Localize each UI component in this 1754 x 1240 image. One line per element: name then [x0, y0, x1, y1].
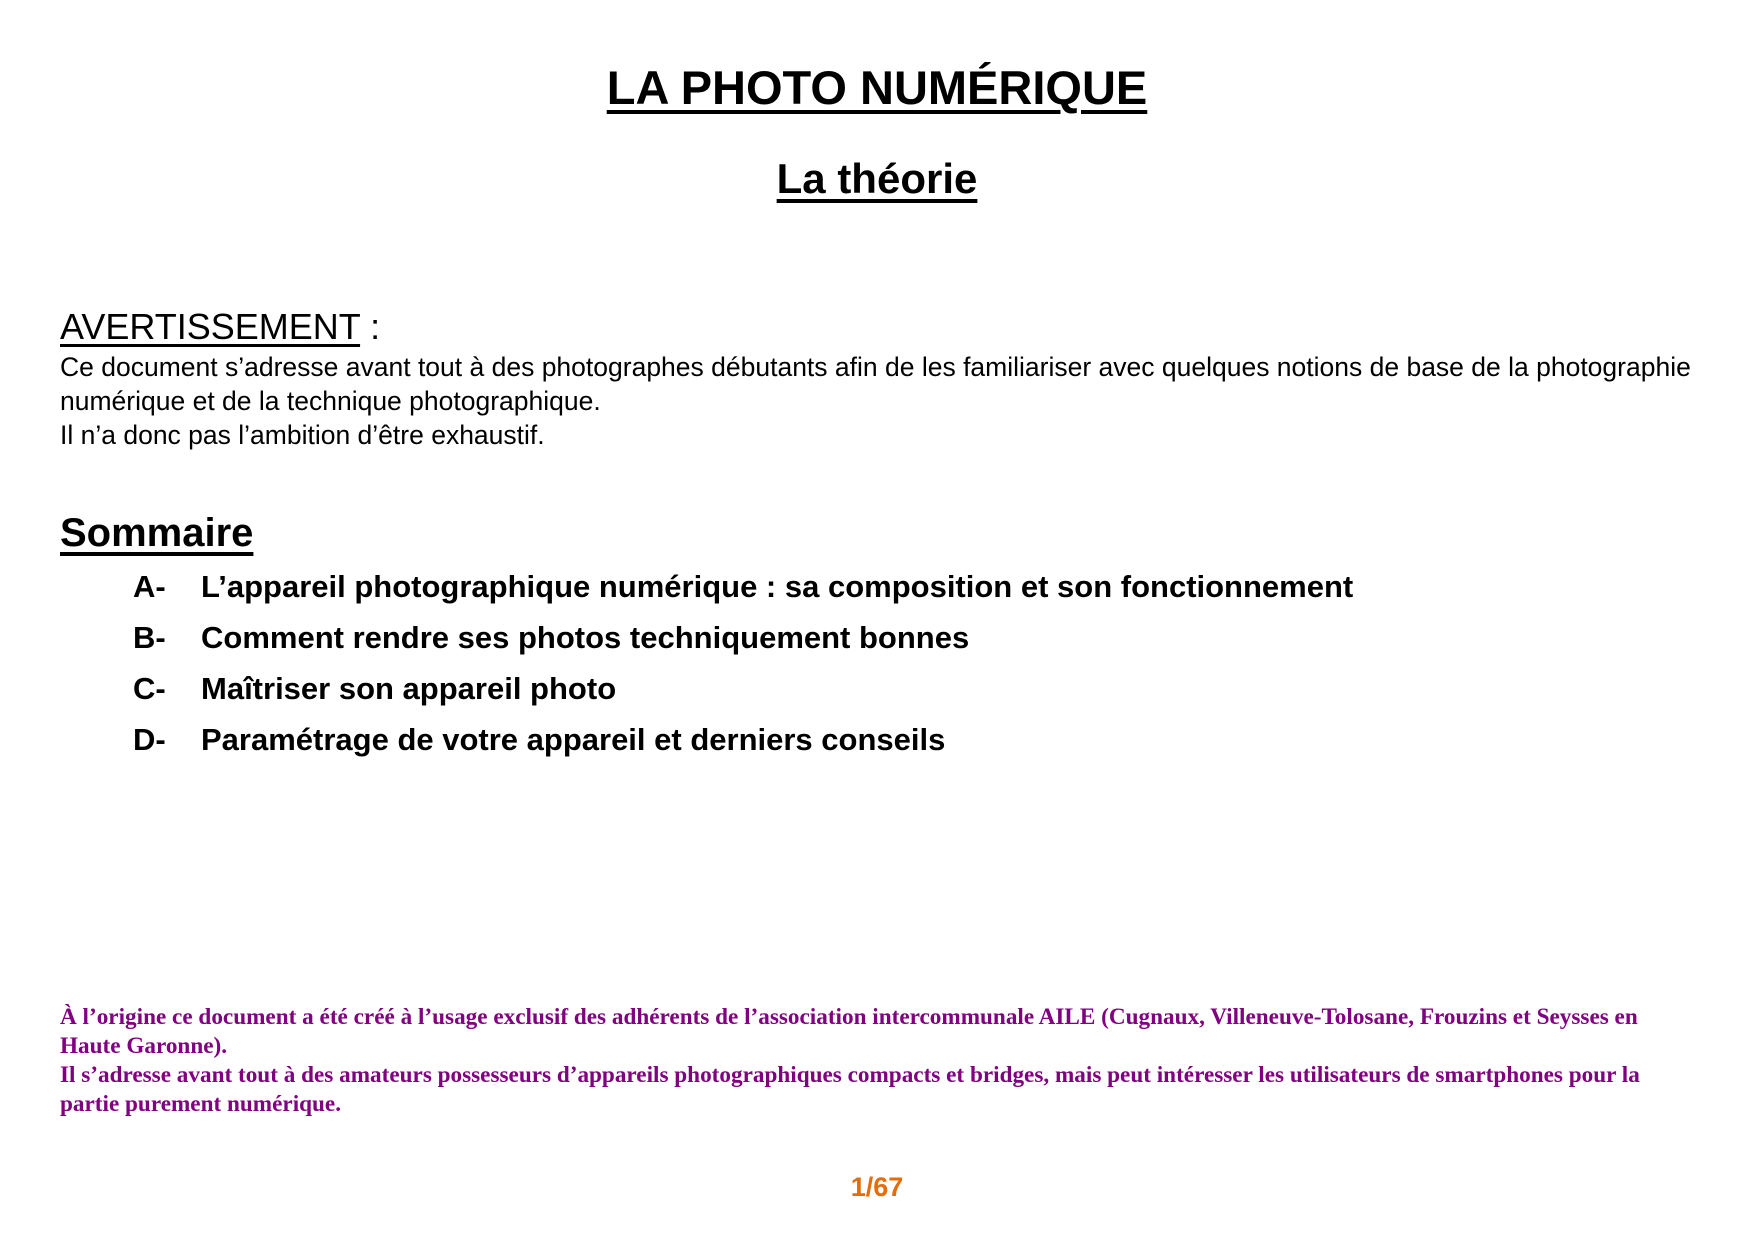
document-subtitle-text: La théorie [776, 155, 978, 202]
summary-heading [60, 507, 253, 559]
summary-item-label: L’appareil photographique numérique : sa composition et son fonctionnement [201, 569, 1354, 604]
summary-item-label: Maîtriser son appareil photo [201, 671, 617, 706]
summary-item-letter: D- [133, 722, 166, 757]
warning-heading [60, 305, 380, 349]
summary-item-c [133, 670, 1353, 721]
summary-item-a [133, 568, 1353, 619]
summary-item-letter: C- [133, 671, 166, 706]
document-title-text: LA PHOTO NUMÉRIQUE [606, 61, 1148, 114]
document-title [0, 58, 1754, 118]
warning-heading-label: AVERTISSEMENT [60, 306, 361, 347]
summary-heading-text: Sommaire [60, 511, 254, 555]
warning-heading-colon: : [360, 306, 381, 347]
summary-item-letter: B- [133, 620, 166, 655]
warning-line: Ce document s’adresse avant tout à des photographes débutants afin de les familiariser avec quelques notions de base de la photographie numérique et de la technique photographique. [60, 352, 1691, 416]
summary-list [133, 568, 1353, 772]
origin-note [60, 1003, 1700, 1119]
origin-note-paragraph: À l’origine ce document a été créé à l’usage exclusif des adhérents de l’association intercommunale AILE (Cugnaux, Villeneuve-Tolosane, Frouzins et Seysses en Haute Garonne). [60, 1004, 1638, 1059]
document-subtitle [0, 152, 1754, 206]
summary-item-label: Comment rendre ses photos techniquement bonnes [201, 620, 970, 655]
warning-text [60, 350, 1710, 452]
origin-note-paragraph: Il s’adresse avant tout à des amateurs possesseurs d’appareils photographiques compacts et bridges, mais peut intéresser les utilisateurs de smartphones pour la partie purement numérique. [60, 1062, 1640, 1117]
warning-line: Il n’a donc pas l’ambition d’être exhaustif. [60, 420, 545, 450]
summary-item-letter: A- [133, 569, 166, 604]
summary-item-b [133, 619, 1353, 670]
summary-item-label: Paramétrage de votre appareil et derniers conseils [201, 722, 946, 757]
page-number: 1/67 [850, 1172, 904, 1202]
summary-item-d [133, 721, 1353, 772]
